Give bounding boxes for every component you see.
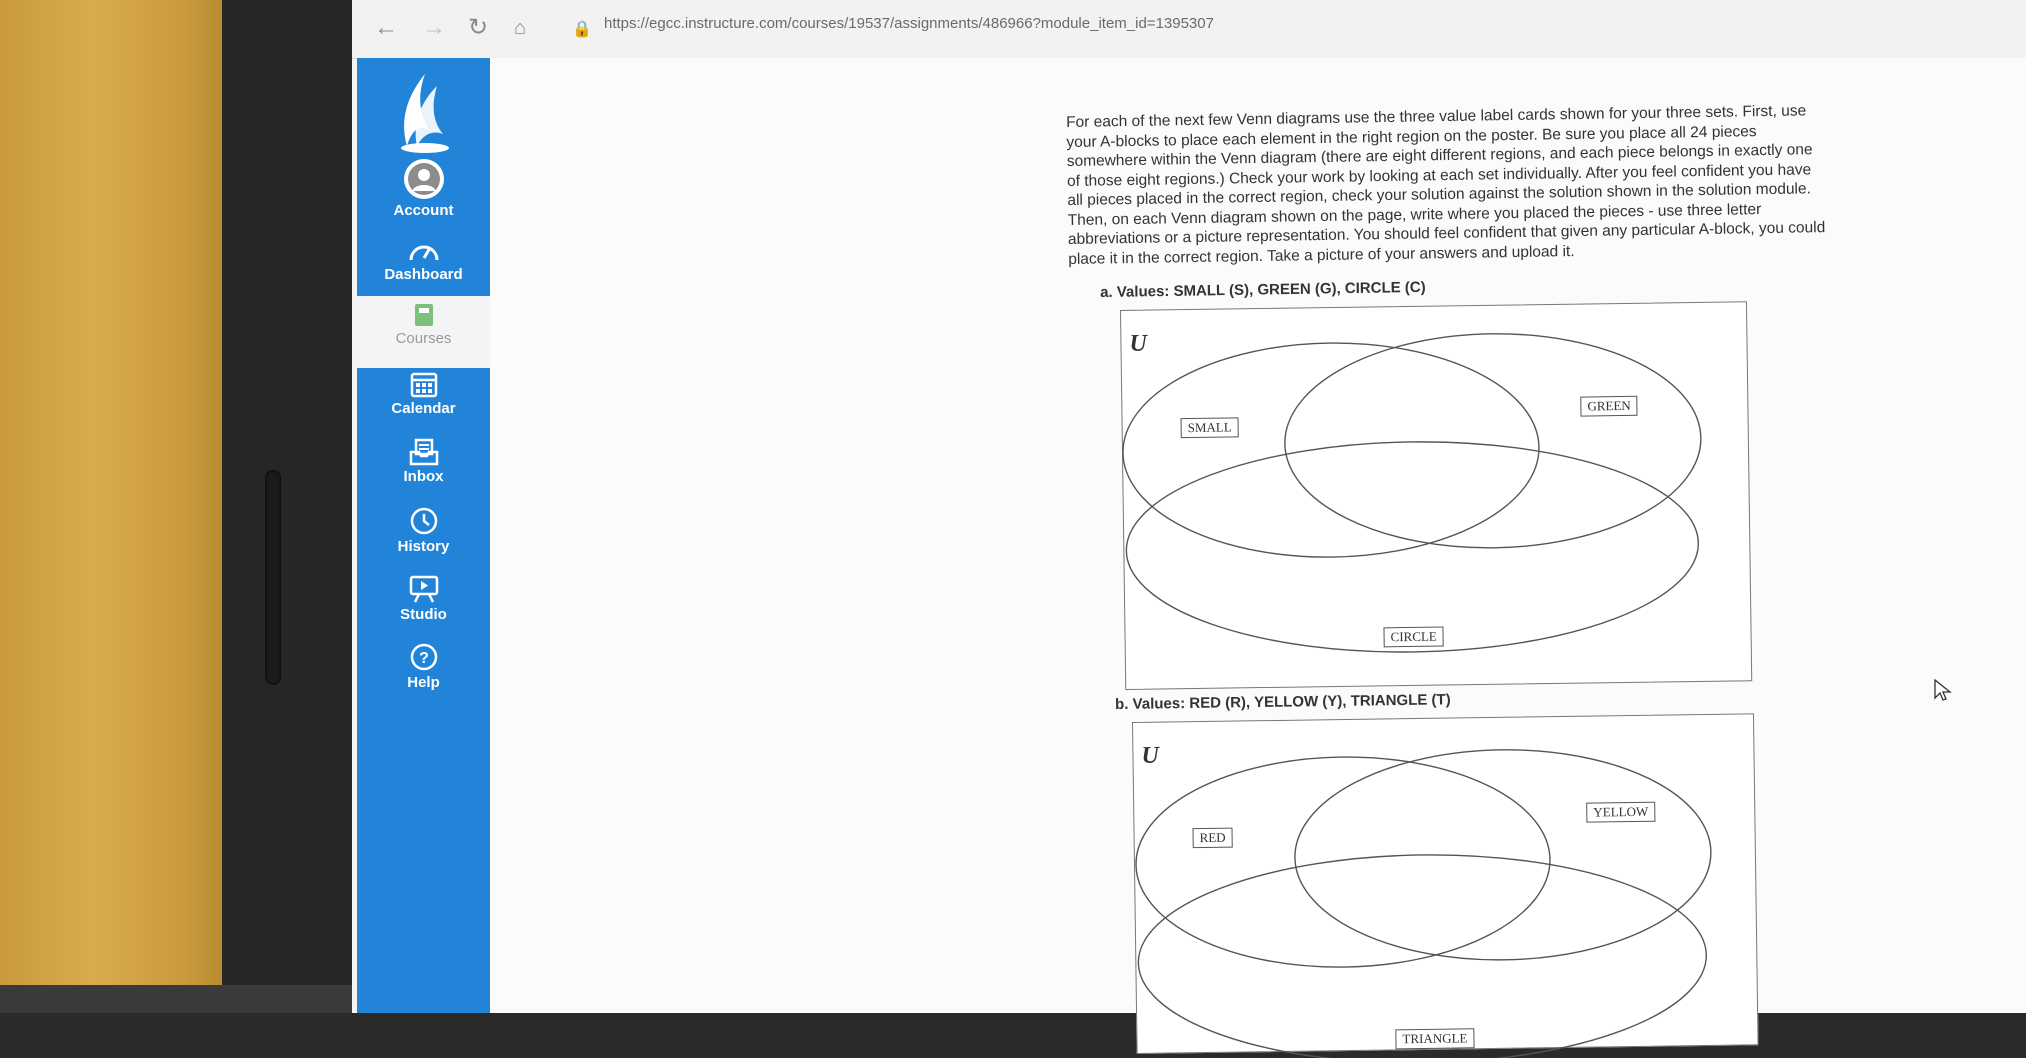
assignment-content bbox=[490, 58, 2026, 1047]
venn-a-circle-small bbox=[1122, 340, 1541, 560]
calendar-icon bbox=[410, 370, 438, 398]
courses-icon bbox=[412, 302, 436, 328]
browser-toolbar bbox=[352, 0, 2026, 59]
venn-a-set-circle-card: CIRCLE bbox=[1383, 627, 1444, 648]
lock-icon: 🔒 bbox=[572, 21, 592, 38]
back-arrow-icon[interactable]: ← bbox=[374, 14, 398, 41]
mouse-pointer-icon bbox=[1933, 678, 1953, 702]
nav-help-label: Help bbox=[407, 674, 440, 691]
dashboard-icon bbox=[408, 238, 440, 264]
venn-a-universe-label: U bbox=[1129, 330, 1147, 357]
venn-b-circle-triangle bbox=[1137, 851, 1708, 1058]
reload-icon[interactable]: ↻ bbox=[468, 14, 489, 41]
venn-b-universe-label: U bbox=[1141, 742, 1159, 769]
venn-b-set-yellow-card: YELLOW bbox=[1586, 802, 1655, 823]
desk-edge bbox=[0, 985, 352, 1013]
browser-window bbox=[352, 0, 2026, 1047]
venn-diagram-b bbox=[1132, 713, 1759, 1054]
inbox-icon bbox=[409, 438, 439, 466]
venn-b-circle-yellow bbox=[1293, 747, 1712, 963]
nav-courses-label: Courses bbox=[395, 330, 452, 347]
svg-text:?: ? bbox=[418, 650, 429, 667]
nav-calendar[interactable] bbox=[357, 370, 490, 434]
nav-studio-label: Studio bbox=[400, 606, 447, 623]
nav-courses[interactable] bbox=[357, 296, 490, 368]
venn-b-set-red-card: RED bbox=[1192, 828, 1232, 849]
venn-b-circle-red bbox=[1135, 754, 1552, 970]
diagram-b-label: b. Values: RED (R), YELLOW (Y), TRIANGLE (T) bbox=[1115, 691, 1451, 713]
nav-help[interactable] bbox=[357, 642, 490, 706]
nav-history[interactable] bbox=[357, 506, 490, 570]
nav-account-label: Account bbox=[393, 202, 454, 219]
venn-a-circle-green bbox=[1283, 331, 1702, 551]
assignment-instructions: For each of the next few Venn diagrams use the three value label cards shown for your three sets. First, use your A-blocks to place each element in the right region on the poster. Be sure you place all 24 pieces somewhere within the Venn diagram (there are eight different regions, and each piece belongs in exactly one of those eight regions.) Check your work by looking at each set individually. After you feel confident you have all pieces placed in the correct region, check your solution against the solution shown in the solution module. Then, on each Venn diagram shown on the page, write where you placed the pieces - use three letter abbreviations or a picture representation. You should feel confident that given any particular A-block, you could place it in the correct region. Take a picture of your answers and upload it. bbox=[1066, 102, 1826, 268]
institution-logo[interactable] bbox=[373, 66, 473, 156]
nav-account[interactable] bbox=[357, 158, 490, 222]
monitor-bezel bbox=[222, 0, 352, 1013]
venn-diagram-b-drawing bbox=[1133, 714, 1758, 1053]
address-bar[interactable]: https://egcc.instructure.com/courses/19537/assignments/486966?module_item_id=1395307 bbox=[604, 15, 1214, 32]
history-icon bbox=[409, 506, 439, 536]
bezel-slot bbox=[265, 470, 281, 685]
nav-calendar-label: Calendar bbox=[391, 400, 456, 417]
nav-inbox[interactable] bbox=[357, 438, 490, 502]
forward-arrow-icon[interactable]: → bbox=[422, 14, 446, 41]
help-icon bbox=[409, 642, 439, 672]
venn-b-set-triangle-card: TRIANGLE bbox=[1395, 1028, 1474, 1049]
studio-icon bbox=[409, 574, 439, 604]
venn-a-set-small-card: SMALL bbox=[1181, 417, 1239, 438]
venn-diagram-a bbox=[1120, 301, 1752, 690]
home-icon[interactable]: ⌂ bbox=[514, 17, 527, 39]
nav-inbox-label: Inbox bbox=[403, 468, 444, 485]
diagram-a-label: a. Values: SMALL (S), GREEN (G), CIRCLE (C) bbox=[1100, 278, 1426, 301]
nav-dashboard[interactable] bbox=[357, 238, 490, 302]
account-icon bbox=[403, 158, 445, 200]
nav-history-label: History bbox=[397, 538, 450, 555]
venn-a-circle-circle bbox=[1125, 438, 1700, 656]
nav-dashboard-label: Dashboard bbox=[384, 266, 463, 283]
venn-a-set-green-card: GREEN bbox=[1580, 396, 1638, 417]
nav-studio[interactable] bbox=[357, 574, 490, 638]
global-navigation bbox=[357, 58, 490, 1013]
